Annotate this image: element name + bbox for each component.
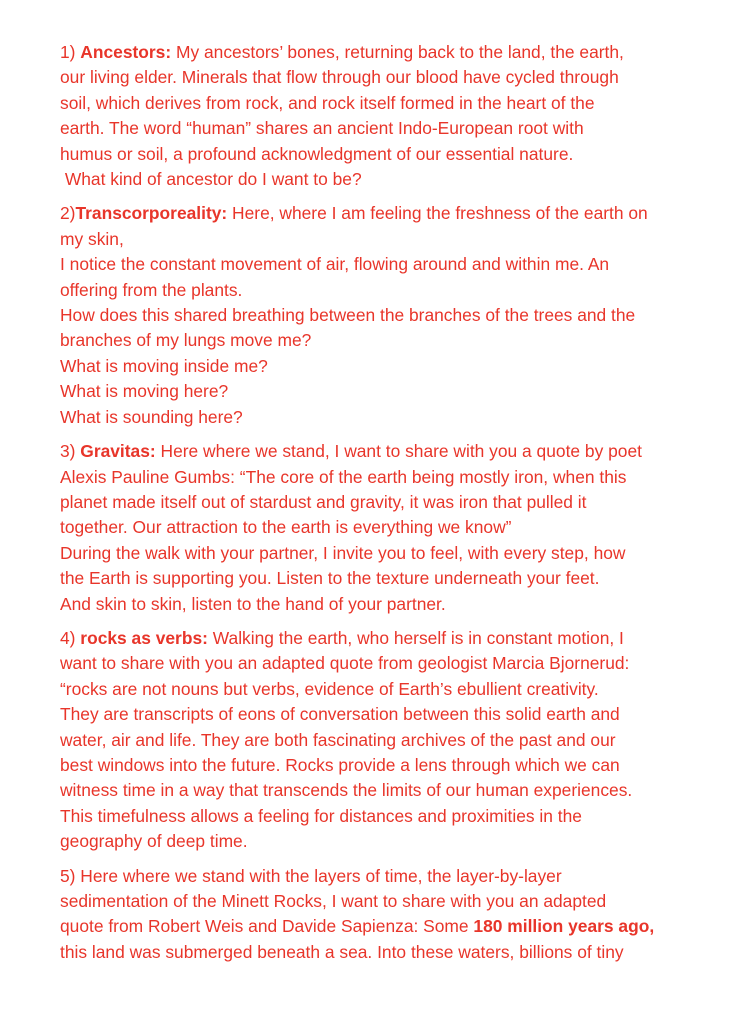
text-line: together. Our attraction to the earth is everything we know”: [60, 517, 512, 538]
text-line: humus or soil, a profound acknowledgment of our essential nature.: [60, 143, 574, 164]
text-line: “rocks are not nouns but verbs, evidence of Earth’s ebullient creativity.: [60, 678, 599, 699]
text-line: our living elder. Minerals that flow through our blood have cycled through: [60, 67, 619, 88]
text-line: soil, which derives from rock, and rock itself formed in the heart of the: [60, 92, 595, 113]
text-line: They are transcripts of eons of conversation between this solid earth and: [60, 704, 620, 725]
text-line: geography of deep time.: [60, 831, 248, 852]
emphasis-date: 180 million years ago: [473, 916, 650, 937]
paragraph-ancestors: [60, 40, 710, 192]
paragraph-gravitas: [60, 439, 710, 617]
text-line: offering from the plants.: [60, 279, 243, 300]
text-line: This timefulness allows a feeling for distances and proximities in the: [60, 805, 582, 826]
paragraph-transcorporeality: [60, 201, 710, 430]
text-line: the Earth is supporting you. Listen to the texture underneath your feet.: [60, 568, 600, 589]
text-line: What is sounding here?: [60, 406, 243, 427]
section-term: Ancestors:: [80, 42, 172, 62]
paragraph-minett-rocks: [60, 864, 710, 966]
text-line: earth. The word “human” shares an ancient Indo-European root with: [60, 118, 584, 139]
text-line: 5) Here where we stand with the layers of time, the layer-by-layer: [60, 865, 562, 886]
text-line: 3) Gravitas: Here where we stand, I want to share with you a quote by poet: [60, 441, 642, 462]
text-line: What is moving here?: [60, 381, 229, 402]
text-line: How does this shared breathing between the branches of the trees and the: [60, 305, 636, 326]
paragraph-rocks-as-verbs: [60, 626, 710, 855]
text-line: sedimentation of the Minett Rocks, I want to share with you an adapted: [60, 891, 607, 911]
text-line: planet made itself out of stardust and gravity, it was iron that pulled it: [60, 491, 587, 512]
text-line: 4) rocks as verbs: Walking the earth, who herself is in constant motion, I: [60, 627, 624, 648]
section-term: rocks as verbs:: [80, 627, 208, 648]
text-line: witness time in a way that transcends the limits of our human experiences.: [60, 780, 633, 801]
text-line: want to share with you an adapted quote from geologist Marcia Bjornerud:: [60, 653, 630, 674]
text-line: What is moving inside me?: [60, 355, 268, 376]
text-line: What kind of ancestor do I want to be?: [60, 169, 362, 190]
text-line: Alexis Pauline Gumbs: “The core of the earth being mostly iron, when this: [60, 466, 627, 487]
text-line: During the walk with your partner, I invite you to feel, with every step, how: [60, 542, 626, 563]
text-line: And skin to skin, listen to the hand of your partner.: [60, 593, 446, 614]
text-line: best windows into the future. Rocks provide a lens through which we can: [60, 754, 620, 775]
text-line: my skin,: [60, 228, 124, 249]
text-line: I notice the constant movement of air, flowing around and within me. An: [60, 254, 610, 275]
document-page: [60, 40, 710, 974]
section-term: Transcorporeality:: [75, 203, 228, 224]
text-line: this land was submerged beneath a sea. Into these waters, billions of tiny: [60, 941, 624, 962]
text-line: 2)Transcorporeality: Here, where I am feeling the freshness of the earth on: [60, 203, 648, 224]
text-line: water, air and life. They are both fascinating archives of the past and our: [60, 729, 616, 750]
section-term: Gravitas:: [80, 441, 156, 462]
text-line: 1) Ancestors: My ancestors’ bones, returning back to the land, the earth,: [60, 42, 624, 62]
text-line: quote from Robert Weis and Davide Sapienza: Some 180 million years ago,: [60, 916, 655, 937]
text-line: branches of my lungs move me?: [60, 330, 312, 351]
